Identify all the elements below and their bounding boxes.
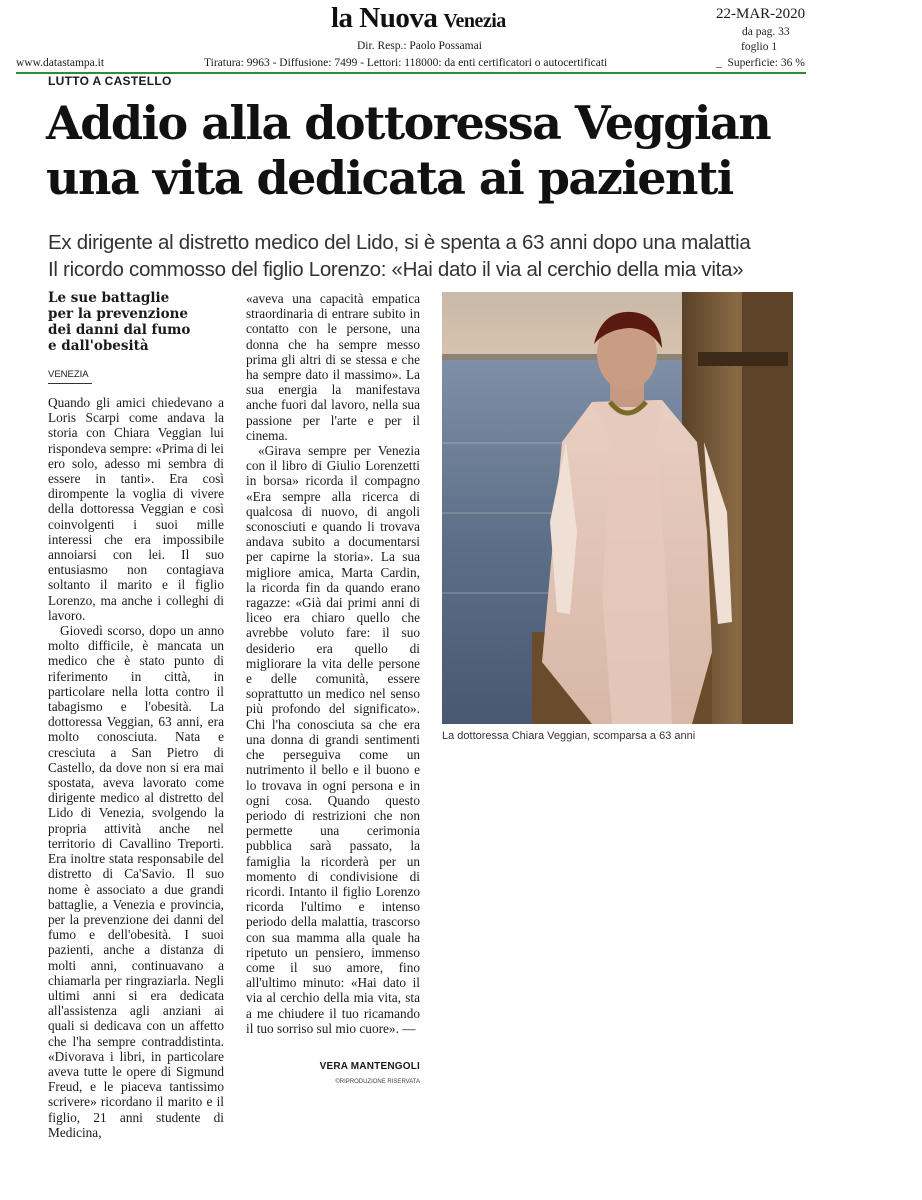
subhead-line-2: Il ricordo commosso del figlio Lorenzo: «Hai dato il via al cerchio della mia vita»: [48, 258, 744, 281]
paragraph: «aveva una capacità empatica straordinaria di entrare subito in contatto con le persone, una donna che ha sempre messo prima gli altri di se stessa e che ha sempre dato il massimo». La sua energia la manifestava anche fuori dal lavoro, nella sua passione per l'arte e per il cinema.: [246, 291, 420, 443]
sheet-number: foglio 1: [741, 41, 778, 53]
paragraph: «Girava sempre per Venezia con il libro di Giulio Lorenzetti in borsa» ricorda il compagno «Era sempre alla ricerca di qualcosa di nuovo, di angoli sconosciuti e quando li trovava andava subito a documentarsi per capirne la storia». La sua migliore amica, Marta Cardin, la ricorda fin da quando erano ragazze: «Già dai primi anni di liceo era chiaro quello che avrebbe voluto fare: il suo desiderio era quello di migliorare la vita delle persone e delle comunità, essere soprattutto un medico nel senso più profondo del significato». Chi l'ha conosciuta sa che era una donna di grandi sentimenti che perseguiva come un nutrimento il bello e il buono e lo trovava in ogni persona e in ogni cosa. Quando questo periodo di restrizioni che non permette una cerimonia pubblica sarà passato, la famiglia la ricorderà per un momento di condivisione di ricordi. Intanto il figlio Lorenzo ricorda l'ultimo e intenso periodo della malattia, trascorso con sua mamma alla quale ha ripetuto un pensiero, immenso come il suo amore, fino all'ultimo minuto: «Hai dato il via al cerchio della mia vita, sta a me chiudere il tuo ricamando il tuo sorriso sul mio cuore». —: [246, 443, 420, 1036]
article-column-2: [246, 291, 420, 1059]
masthead-title: la Nuova: [331, 2, 438, 34]
page-reference: da pag. 33: [742, 26, 790, 38]
paragraph: Giovedì scorso, dopo un anno molto difficile, è mancata un medico che è stato punto di riferimento in città, in particolare nella lotta contro il tabagismo e l'obesità. La dottoressa Veggian, 63 anni, era molto conosciuta. Nata e cresciuta a San Pietro di Castello, da dove non si era mai spostata, aveva lavorato come dirigente medico al distretto del Lido di Venezia, svolgendo la propria attività anche nel territorio di Cavallino Treporti. Era inoltre stata responsabile del distretto di Ca'Savio. Il suo nome è associato a due grandi battaglie, a Venezia e provincia, per la prevenzione dei danni del fumo e dell'obesità. I suoi pazienti, anche a distanza di molti anni, continuavano a chiamarla per ringraziarla. Negli ultimi anni si era dedicata all'assistenza agli anziani ai quali si dedicava con un affetto che l'ha sempre contraddistinta. «Divorava i libri, in particolare aveva tutte le opere di Sigmund Freud, e le piaceva tantissimo scrivere» ricordano il marito e il figlio, 21 anni studente di Medicina,: [48, 623, 224, 1140]
portrait-photo: [442, 292, 793, 724]
photo-illustration: [442, 292, 793, 724]
byline: VERA MANTENGOLI: [319, 1061, 420, 1072]
subhead-line-1: Ex dirigente al distretto medico del Lido, si è spenta a 63 anni dopo una malattia: [48, 231, 751, 254]
photo-caption: La dottoressa Chiara Veggian, scomparsa a 63 anni: [442, 730, 696, 742]
dateline-place: VENEZIA: [48, 369, 92, 384]
headline-line-1: Addio alla dottoressa Veggian: [46, 96, 771, 150]
masthead-edition: Venezia: [443, 10, 506, 32]
paragraph: Quando gli amici chiedevano a Loris Scarpi come andava la storia con Chiara Veggian lui rispondeva sempre: «Prima di lei ero solo, adesso mi sembra di essere in tanti». Era così dirompente la voglia di vivere della dottoressa Veggian e così coinvolgenti i suoi mille interessi che era impossibile annoiarsi con lei. Il suo entusiasmo non contagiava soltanto il marito e il figlio Lorenzo, ma anche i colleghi di lavoro.: [48, 395, 224, 623]
subheadline: [48, 229, 838, 283]
headline: [46, 96, 836, 206]
article-column-1: [48, 395, 224, 1165]
surface-percent: _ Superficie: 36 %: [716, 57, 805, 69]
publication-date: 22-MAR-2020: [716, 6, 806, 22]
masthead: [331, 2, 506, 35]
copyright-note: ©RIPRODUZIONE RISERVATA: [335, 1079, 420, 1085]
surface-value: Superficie: 36 %: [727, 57, 805, 69]
source-site[interactable]: www.datastampa.it: [16, 57, 105, 69]
article-kicker: LUTTO A CASTELLO: [48, 74, 172, 88]
side-summary: Le sue battaglie per la prevenzione dei danni dal fumo e dall'obesità: [48, 290, 191, 354]
circulation-info: Tiratura: 9963 - Diffusione: 7499 - Lettori: 118000: da enti certificatori o autocertificati: [204, 57, 608, 69]
headline-line-2: una vita dedicata ai pazienti: [46, 151, 733, 205]
director-line: Dir. Resp.: Paolo Possamai: [357, 40, 482, 52]
